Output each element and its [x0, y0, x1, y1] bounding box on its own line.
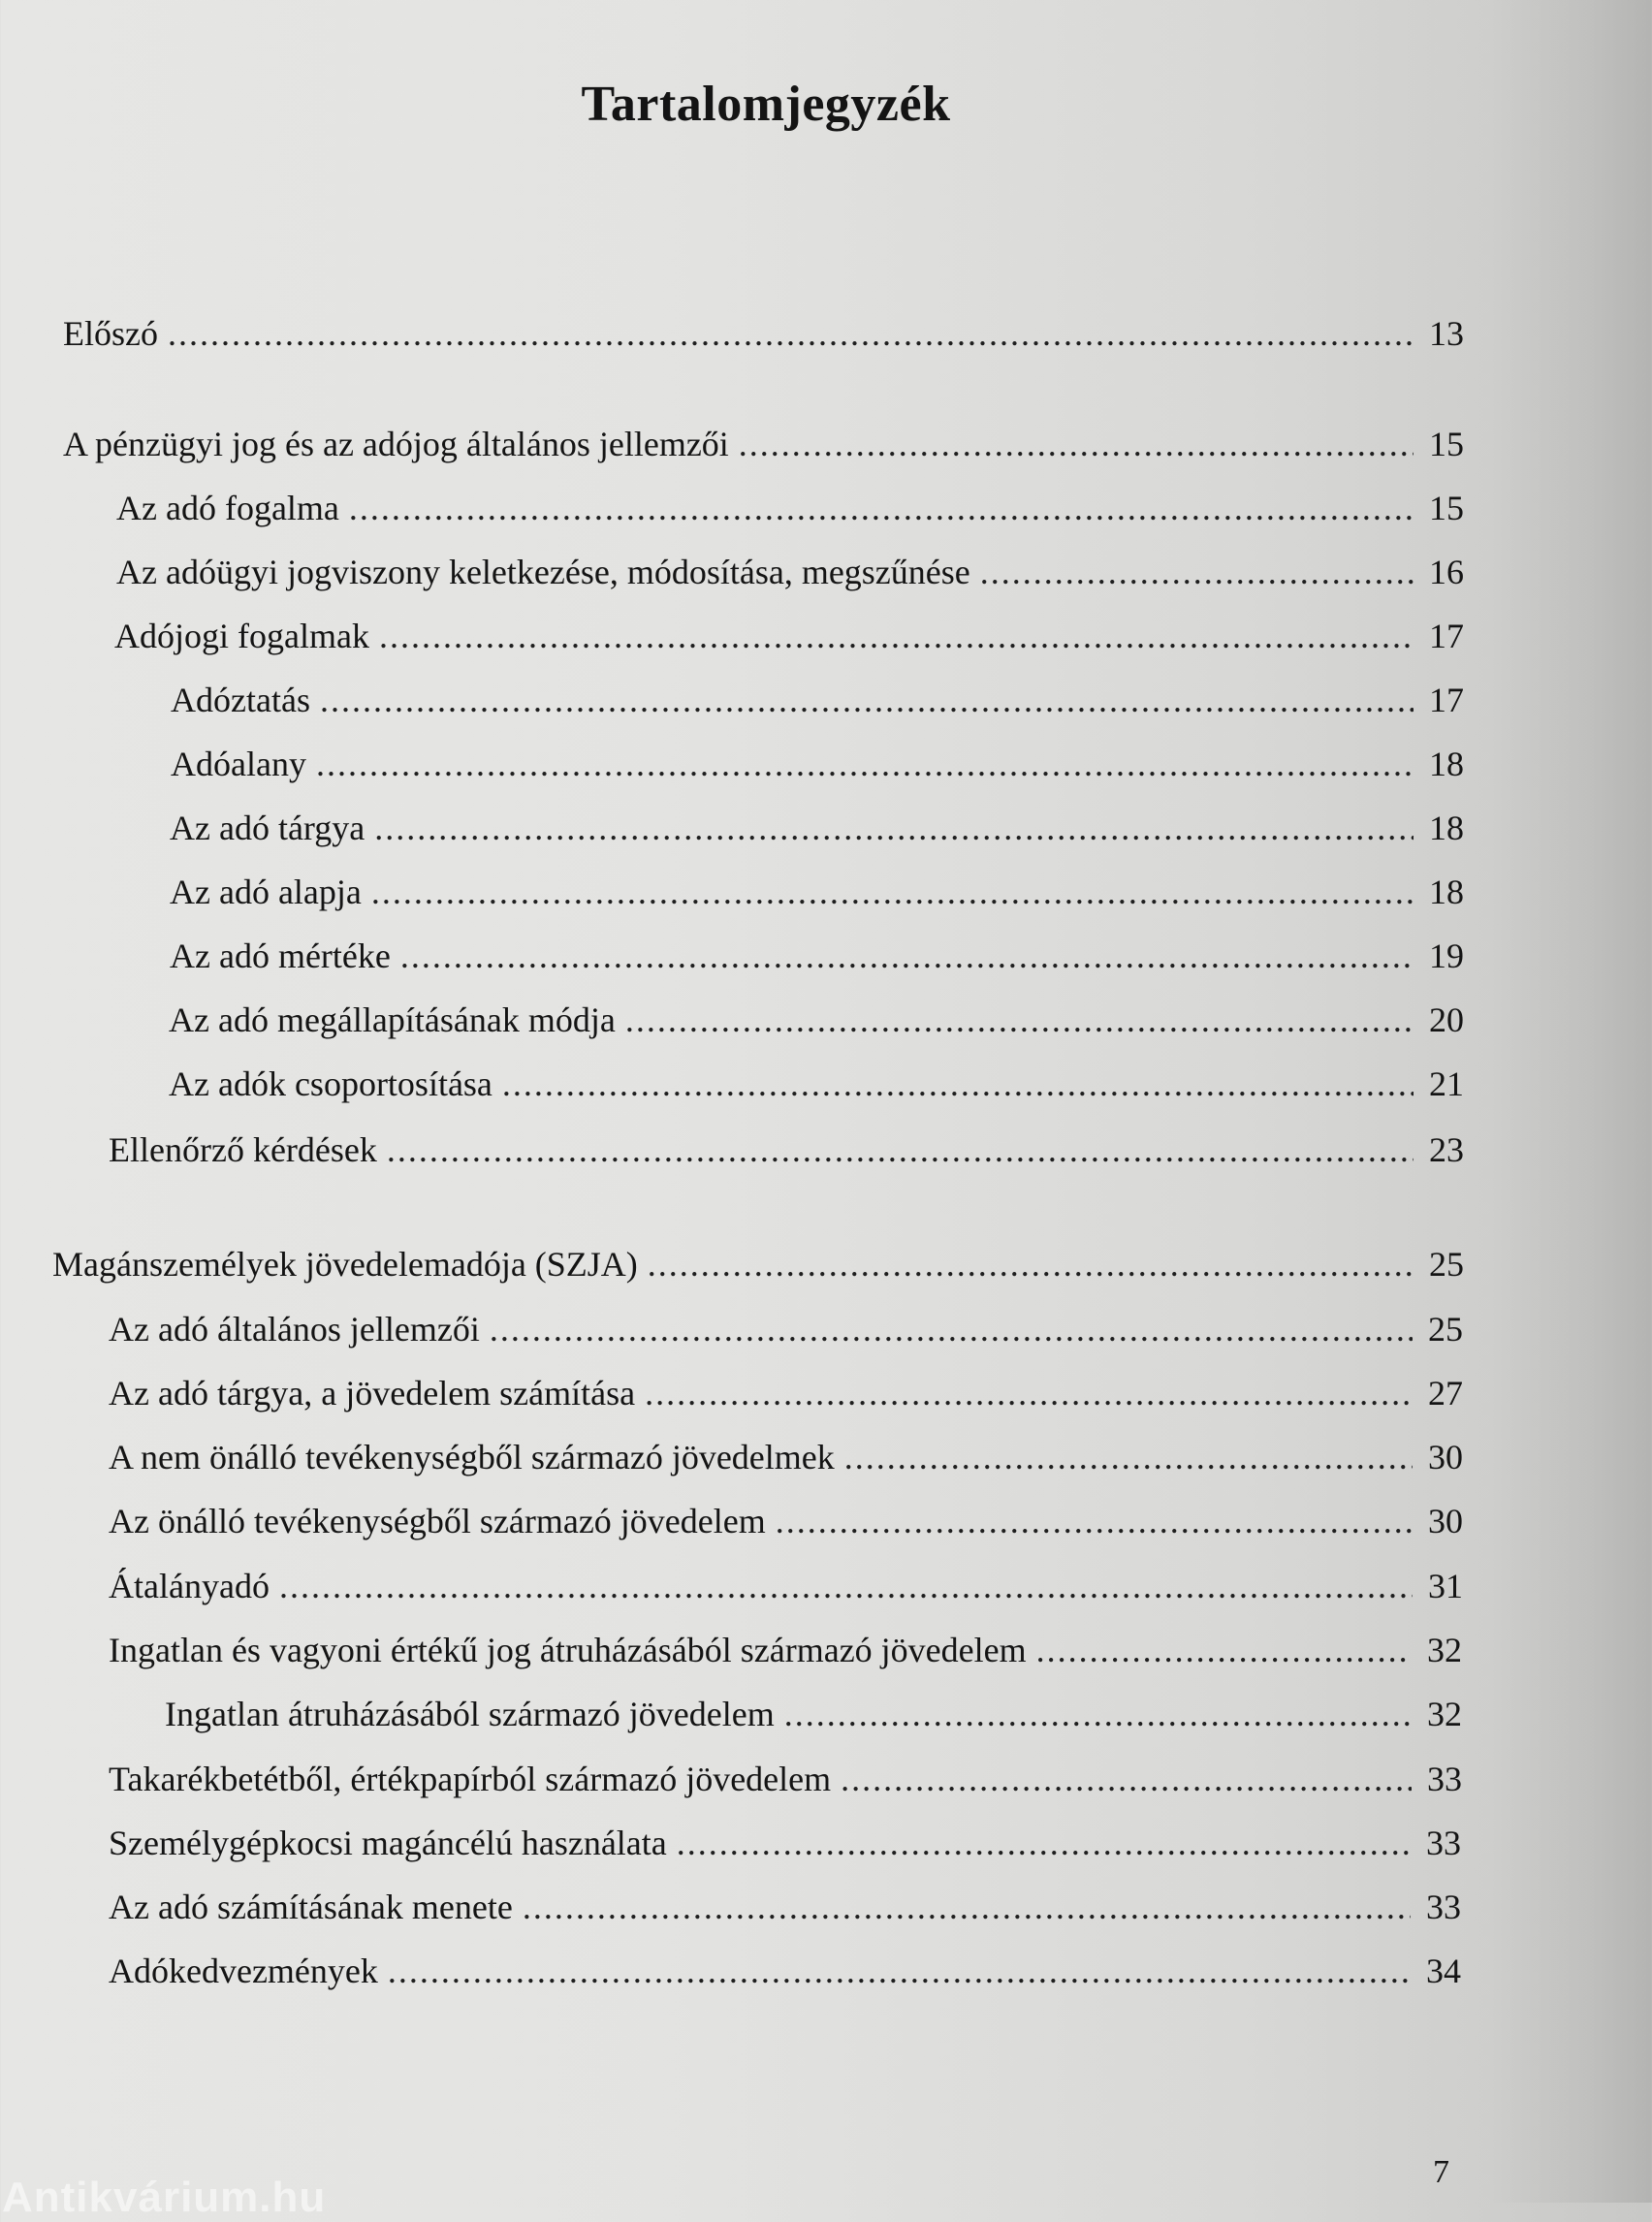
toc-entry-page: 33	[1427, 1760, 1462, 1798]
dot-leader	[739, 423, 1414, 465]
toc-entry-label: Adóztatás	[171, 681, 310, 719]
toc-entry	[63, 423, 1464, 465]
toc-entry-label: Az adó alapja	[170, 873, 362, 911]
toc-entry-label: Takarékbetétből, értékpapírból származó jövedelem	[109, 1760, 832, 1798]
page-title: Tartalomjegyzék	[581, 77, 951, 132]
dot-leader	[523, 1886, 1411, 1928]
toc-entry-page: 23	[1429, 1130, 1464, 1169]
toc-entry-page: 27	[1428, 1374, 1463, 1413]
toc-entry	[170, 807, 1464, 849]
toc-entry-page: 32	[1427, 1631, 1462, 1669]
toc-entry-label: Az adó számításának menete	[109, 1888, 513, 1926]
toc-entry-label: Az adó fogalma	[116, 489, 339, 527]
toc-entry-label: Adójogi fogalmak	[114, 617, 369, 655]
dot-leader	[776, 1500, 1413, 1542]
dot-leader	[1036, 1629, 1412, 1671]
toc-entry	[63, 312, 1464, 355]
toc-entry-page: 13	[1429, 314, 1464, 353]
toc-entry-page: 34	[1426, 1952, 1461, 1990]
dot-leader	[677, 1822, 1411, 1864]
dot-leader	[279, 1565, 1413, 1607]
toc-entry-page: 19	[1429, 936, 1464, 975]
dot-leader	[371, 871, 1414, 913]
toc-entry	[171, 679, 1464, 721]
toc-entry-page: 33	[1426, 1824, 1461, 1862]
toc-entry-page: 16	[1429, 553, 1464, 591]
toc-entry-page: 25	[1429, 1245, 1464, 1284]
toc-entry	[109, 1128, 1464, 1171]
toc-entry-label: Az adóügyi jogviszony keletkezése, módosítása, megszűnése	[116, 553, 970, 591]
toc-entry	[109, 1308, 1463, 1350]
toc-entry-page: 25	[1428, 1310, 1463, 1349]
toc-entry-page: 18	[1429, 809, 1464, 847]
toc-entry-page: 33	[1426, 1888, 1461, 1926]
page-number: 7	[1433, 2154, 1449, 2190]
toc-entry	[109, 1629, 1462, 1671]
dot-leader	[648, 1243, 1414, 1286]
toc-entry-page: 30	[1428, 1502, 1463, 1540]
toc-entry-label: Az önálló tevékenységből származó jövedelem	[109, 1502, 766, 1540]
toc-entry-label: Az adó tárgya	[170, 809, 365, 847]
page-edge-shadow	[1487, 0, 1652, 2203]
toc-entry	[109, 1372, 1463, 1414]
toc-entry-page: 20	[1429, 1000, 1464, 1039]
toc-entry	[170, 935, 1464, 977]
toc-entry-label: Ingatlan átruházásából származó jövedelem	[165, 1695, 775, 1733]
toc-entry-page: 17	[1429, 681, 1464, 719]
toc-entry	[169, 1063, 1464, 1105]
toc-entry-label: Személygépkocsi magáncélú használata	[109, 1824, 667, 1862]
toc-entry	[114, 615, 1464, 657]
toc-entry	[109, 1822, 1461, 1864]
toc-entry	[109, 1500, 1463, 1542]
toc-entry-label: A pénzügyi jog és az adójog általános jellemzői	[63, 425, 729, 463]
toc-entry	[116, 551, 1464, 593]
toc-entry	[109, 1950, 1461, 1992]
dot-leader	[349, 487, 1414, 529]
toc-entry-label: Az adók csoportosítása	[169, 1064, 492, 1103]
dot-leader	[784, 1693, 1412, 1735]
dot-leader	[490, 1308, 1413, 1350]
toc-entry-page: 15	[1429, 489, 1464, 527]
toc-entry-label: Az adó mértéke	[170, 936, 391, 975]
toc-entry	[169, 999, 1464, 1041]
toc-entry	[52, 1243, 1464, 1286]
dot-leader	[388, 1950, 1411, 1992]
toc-entry	[109, 1758, 1462, 1800]
toc-entry-page: 15	[1429, 425, 1464, 463]
dot-leader	[400, 935, 1414, 977]
dot-leader	[374, 807, 1414, 849]
toc-entry-label: Az adó általános jellemzői	[109, 1310, 480, 1349]
dot-leader	[625, 999, 1414, 1041]
dot-leader	[841, 1758, 1412, 1800]
toc-entry-label: A nem önálló tevékenységből származó jövedelmek	[109, 1438, 835, 1476]
toc-entry-label: Az adó tárgya, a jövedelem számítása	[109, 1374, 636, 1413]
dot-leader	[645, 1372, 1413, 1414]
toc-entry-page: 32	[1427, 1695, 1462, 1733]
dot-leader	[387, 1128, 1414, 1171]
toc-entry	[171, 743, 1464, 785]
toc-entry-label: Adóalany	[171, 745, 306, 783]
toc-entry	[109, 1565, 1463, 1607]
toc-entry-label: Átalányadó	[109, 1567, 270, 1605]
toc-entry-label: Magánszemélyek jövedelemadója (SZJA)	[52, 1245, 638, 1284]
toc-entry-label: Ellenőrző kérdések	[109, 1130, 377, 1169]
toc-entry	[109, 1886, 1461, 1928]
toc-entry-label: Ingatlan és vagyoni értékű jog átruházásából származó jövedelem	[109, 1631, 1027, 1669]
dot-leader	[844, 1436, 1413, 1478]
toc-entry	[109, 1436, 1463, 1478]
toc-entry-page: 18	[1429, 745, 1464, 783]
toc-entry-label: Adókedvezmények	[109, 1952, 378, 1990]
dot-leader	[320, 679, 1414, 721]
toc-entry-page: 18	[1429, 873, 1464, 911]
dot-leader	[980, 551, 1414, 593]
toc-entry-page: 21	[1429, 1064, 1464, 1103]
toc-entry	[116, 487, 1464, 529]
watermark: Antikvárium.hu	[2, 2174, 327, 2221]
dot-leader	[316, 743, 1414, 785]
dot-leader	[379, 615, 1414, 657]
toc-entry-page: 17	[1429, 617, 1464, 655]
toc-entry	[170, 871, 1464, 913]
dot-leader	[168, 312, 1414, 355]
toc-entry-page: 31	[1428, 1567, 1463, 1605]
toc-entry-label: Előszó	[63, 314, 158, 353]
dot-leader	[502, 1063, 1414, 1105]
toc-entry-label: Az adó megállapításának módja	[169, 1000, 616, 1039]
toc-entry	[165, 1693, 1462, 1735]
toc-entry-page: 30	[1428, 1438, 1463, 1476]
